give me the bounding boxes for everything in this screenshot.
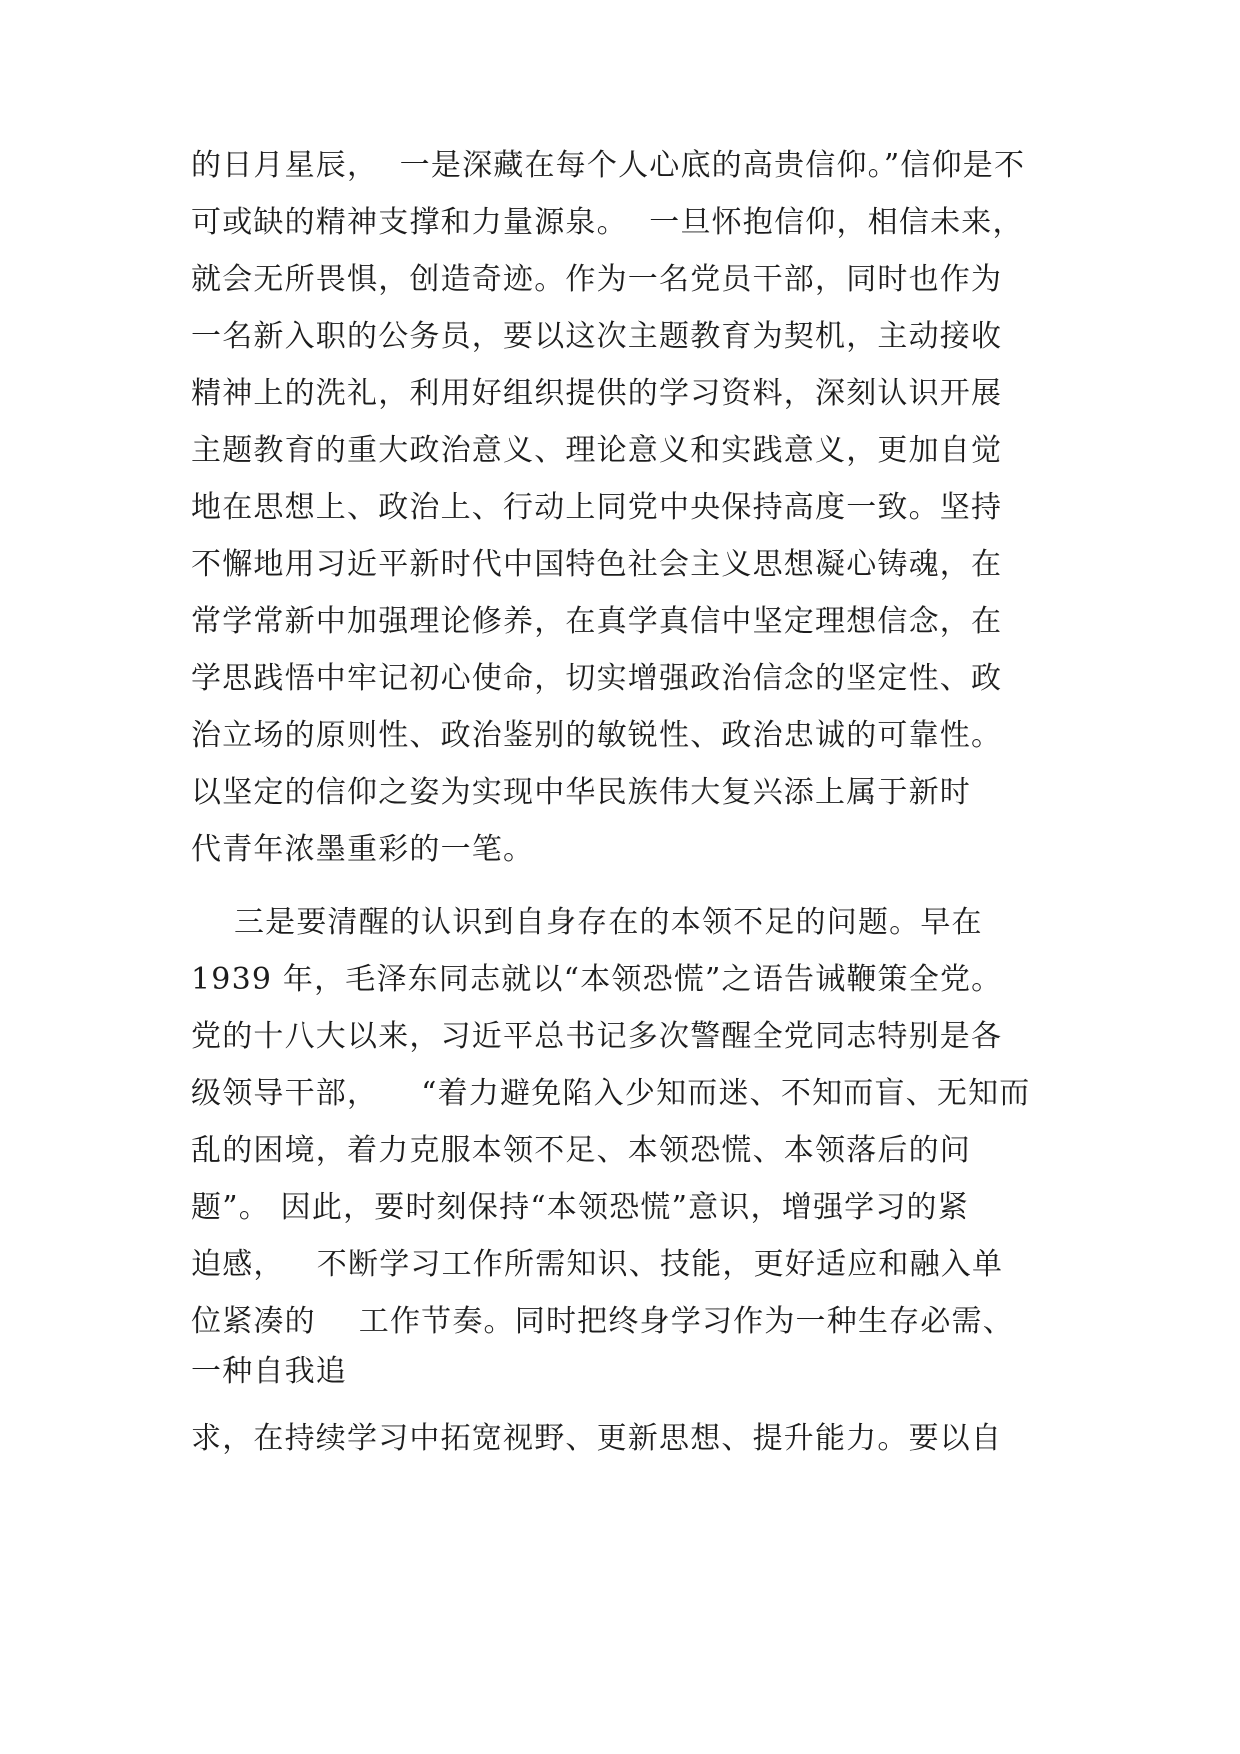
text-line: 学思践悟中牢记初心使命，切实增强政治信念的坚定性、政 (191, 661, 1003, 696)
text-line: 的日月星辰， 一是深藏在每个人心底的高贵信仰。”信仰是不 (191, 148, 1026, 183)
text-line: 常学常新中加强理论修养，在真学真信中坚定理想信念，在 (191, 604, 1003, 639)
text-line: 以坚定的信仰之姿为实现中华民族伟大复兴添上属于新时 (191, 775, 971, 810)
text-line: 代青年浓墨重彩的一笔。 (191, 832, 535, 867)
text-line: 不懈地用习近平新时代中国特色社会主义思想凝心铸魂，在 (191, 547, 1003, 582)
text-line: 治立场的原则性、政治鉴别的敏锐性、政治忠诚的可靠性。 (191, 718, 1003, 753)
text-line: 迫感， 不断学习工作所需知识、技能，更好适应和融入单 (191, 1247, 1004, 1282)
text-line: 位紧凑的 工作节奏。同时把终身学习作为一种生存必需、 (191, 1304, 1014, 1339)
text-line: 主题教育的重大政治意义、理论意义和实践意义，更加自觉 (191, 433, 1003, 468)
text-line: 精神上的洗礼，利用好组织提供的学习资料，深刻认识开展 (191, 376, 1003, 411)
text-line: 乱的困境，着力克服本领不足、本领恐慌、本领落后的问 (191, 1133, 971, 1168)
text-line: 1939 年，毛泽东同志就以“本领恐慌”之语告诫鞭策全党。 (191, 962, 1003, 997)
text-line: 可或缺的精神支撑和力量源泉。 一旦怀抱信仰，相信未来， (191, 205, 1024, 240)
paragraph-start-line: 三是要清醒的认识到自身存在的本领不足的问题。早在 (191, 905, 983, 940)
text-line: 级领导干部， “着力避免陷入少知而迷、不知而盲、无知而 (191, 1076, 1031, 1111)
text-line: 地在思想上、政治上、行动上同党中央保持高度一致。坚持 (191, 490, 1003, 525)
text-line: 求，在持续学习中拓宽视野、更新思想、提升能力。要以自 (191, 1421, 1003, 1456)
text-line: 就会无所畏惧，创造奇迹。作为一名党员干部，同时也作为 (191, 262, 1003, 297)
text-line: 一种自我追 (191, 1354, 347, 1389)
text-line: 一名新入职的公务员，要以这次主题教育为契机，主动接收 (191, 319, 1003, 354)
text-line: 题”。 因此，要时刻保持“本领恐慌”意识，增强学习的紧 (191, 1190, 969, 1225)
text-line: 党的十八大以来，习近平总书记多次警醒全党同志特别是各 (191, 1019, 1003, 1054)
